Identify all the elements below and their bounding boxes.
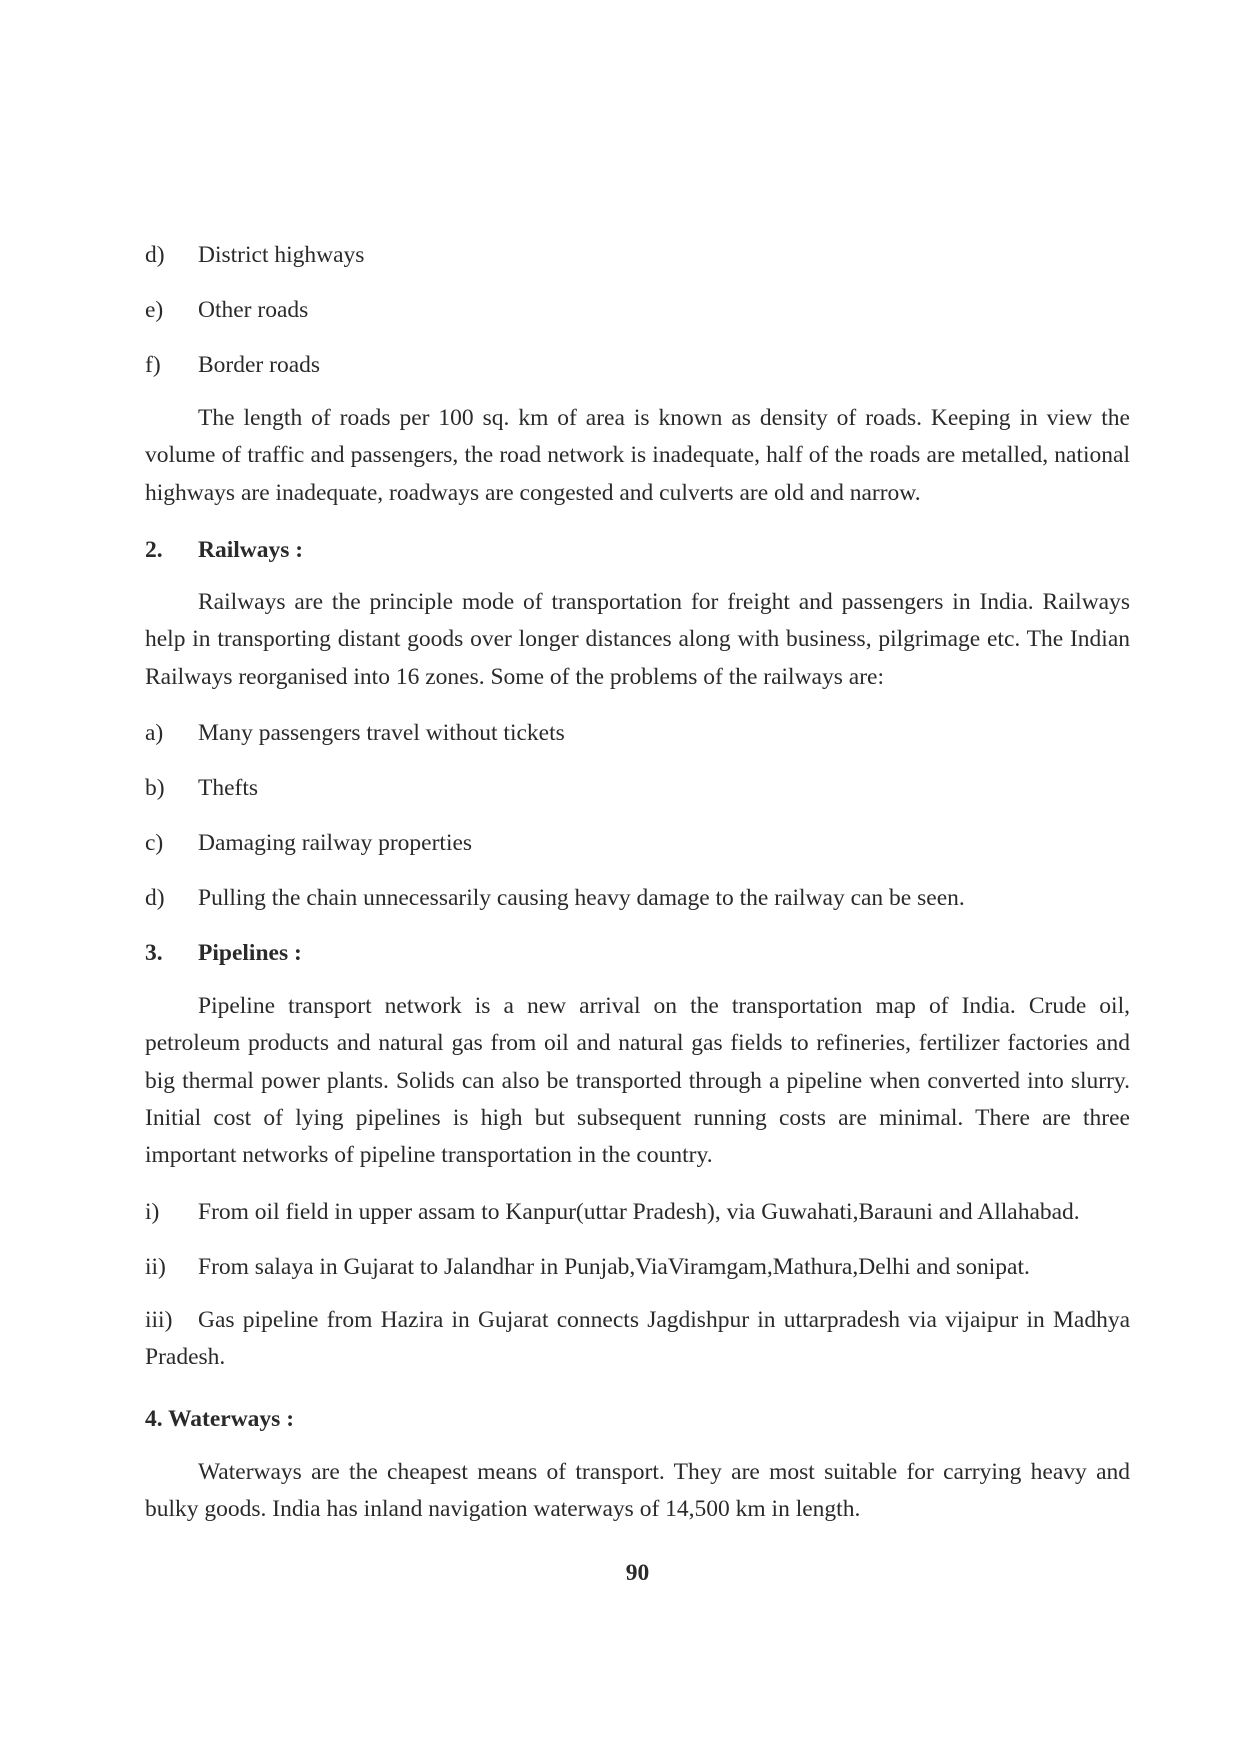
list-item-salaya-jalandhar-pipeline (145, 1252, 1030, 1282)
roads-density-paragraph: The length of roads per 100 sq. km of area is known as density of roads. Keeping in view the volume of traffic and passengers, the road network is inadequate, half of the roads are metalled, national highways are inadequate, roadways are congested and culverts are old and narrow. (145, 405, 1130, 506)
list-item-damaging-property (145, 828, 472, 858)
railways-heading (145, 535, 303, 565)
section-number: 2. (145, 537, 163, 563)
pipelines-paragraph: Pipeline transport network is a new arrival on the transportation map of India. Crude oil, petroleum products and natural gas from oil and natural gas fields to refineries, fertilizer factories and big thermal power plants. Solids can also be transported through a pipeline when converted into slurry. Initial cost of lying pipelines is high but subsequent running costs are minimal. There are three important networks of pipeline transportation in the country. (145, 993, 1130, 1169)
list-item-text: Damaging railway properties (198, 830, 473, 856)
list-marker: a) (145, 720, 164, 746)
list-item-text: From oil field in upper assam to Kanpur(uttar Pradesh), via Guwahati,Barauni and Allahabad. (198, 1199, 1080, 1225)
list-item-text: Gas pipeline from Hazira in Gujarat connects Jagdishpur in uttarpradesh via vijaipur in Madhya Pradesh. (145, 1307, 1130, 1371)
list-marker: b) (145, 775, 165, 801)
pipelines-heading (145, 938, 302, 968)
list-marker: e) (145, 297, 164, 323)
list-marker: c) (145, 830, 164, 856)
list-item-text: Other roads (198, 297, 309, 323)
document-page (145, 0, 1130, 1755)
list-marker: i) (145, 1199, 160, 1225)
list-item-border-roads (145, 350, 320, 380)
section-title: Railways : (198, 537, 304, 563)
list-marker: iii) (145, 1307, 173, 1333)
list-item-text: Many passengers travel without tickets (198, 720, 565, 746)
list-item-text: Thefts (198, 775, 259, 801)
section-number: 3. (145, 940, 163, 966)
list-item-other-roads (145, 295, 308, 325)
list-marker: d) (145, 885, 165, 911)
list-item-text: Border roads (198, 352, 321, 378)
list-marker: d) (145, 242, 165, 268)
list-item-chain-pulling (145, 883, 965, 913)
list-item-hazira-gas-pipeline (145, 1302, 1130, 1377)
list-item-district-highways (145, 240, 364, 270)
section-title: Pipelines : (198, 940, 302, 966)
page-number: 90 (625, 1560, 650, 1586)
list-item-ticketless-travel (145, 718, 565, 748)
list-item-text: Pulling the chain unnecessarily causing heavy damage to the railway can be seen. (198, 885, 965, 911)
section-title: 4. Waterways : (145, 1406, 295, 1432)
list-item-text: From salaya in Gujarat to Jalandhar in Punjab,ViaViramgam,Mathura,Delhi and sonipat. (198, 1254, 1030, 1280)
waterways-heading (145, 1404, 294, 1434)
list-item-assam-kanpur-pipeline (145, 1197, 1080, 1227)
waterways-paragraph: Waterways are the cheapest means of transport. They are most suitable for carrying heavy and bulky goods. India has inland navigation waterways of 14,500 km in length. (145, 1459, 1130, 1523)
list-item-text: District highways (198, 242, 365, 268)
railways-paragraph: Railways are the principle mode of transportation for freight and passengers in India. Railways help in transporting distant goods over longer distances along with business, pilgrimage etc. The Indian Railways reorganised into 16 zones. Some of the problems of the railways are: (145, 589, 1130, 690)
list-marker: ii) (145, 1254, 166, 1280)
list-item-thefts (145, 773, 258, 803)
list-marker: f) (145, 352, 161, 378)
